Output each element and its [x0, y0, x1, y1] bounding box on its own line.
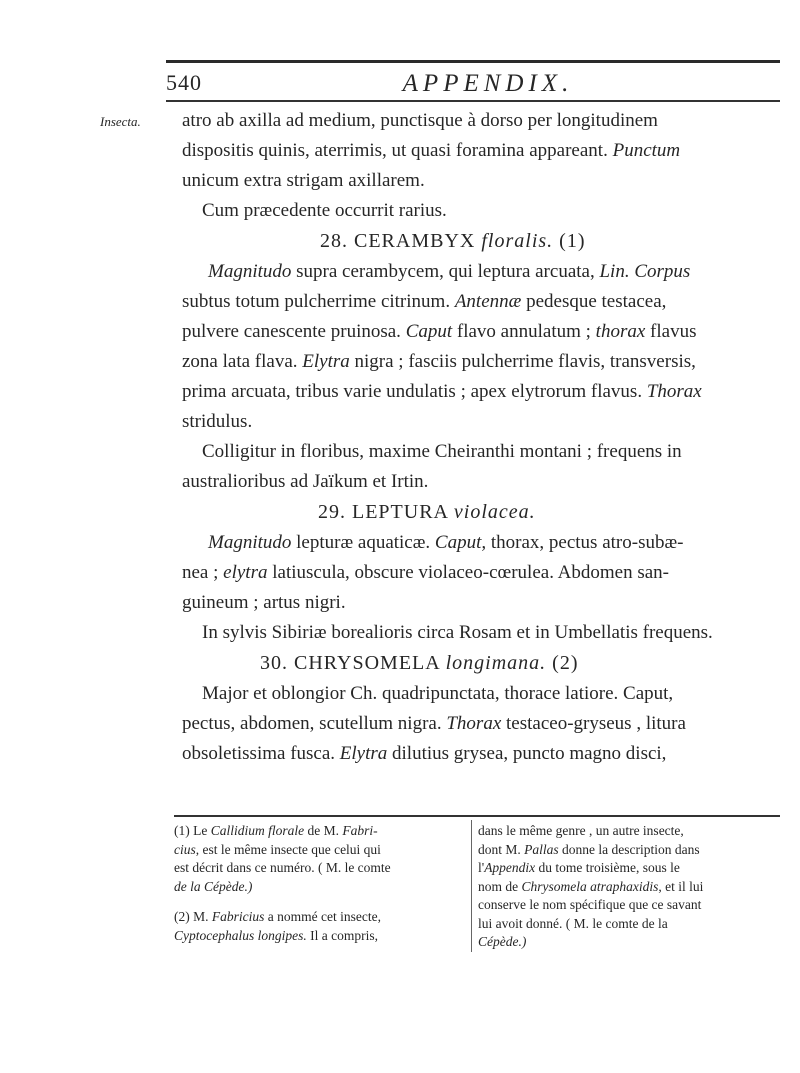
margin-note: Insecta. — [100, 114, 141, 129]
text-line: atro ab axilla ad medium, punctisque à dorso per longitudinem — [182, 110, 658, 131]
page-header — [166, 70, 780, 100]
footnote-line: lui avoit donné. ( M. le comte de la — [478, 915, 668, 931]
footnote-line: nom de Chrysomela atraphaxidis, et il lui — [478, 878, 704, 894]
text-line: subtus totum pulcherrime citrinum. Antennæ pedesque testacea, — [182, 291, 667, 312]
footnote-line: cius, est le même insecte que celui qui — [174, 841, 381, 857]
footnote-rule — [174, 815, 780, 817]
text-line: prima arcuata, tribus varie undulatis ; apex elytrorum flavus. Thorax — [182, 381, 702, 402]
text-line: guineum ; artus nigri. — [182, 592, 346, 613]
text-line: australioribus ad Jaïkum et Irtin. — [182, 471, 429, 492]
footnote-line: (2) M. Fabricius a nommé cet insecte, — [174, 909, 381, 924]
text-line: pulvere canescente pruinosa. Caput flavo annulatum ; thorax flavus — [182, 321, 697, 342]
text-line: Magnitudo lepturæ aquaticæ. Caput, thorax, pectus atro-subæ- — [208, 532, 684, 553]
text-line: nea ; elytra latiuscula, obscure violaceo-cœrulea. Abdomen san- — [182, 562, 669, 583]
text-line: Cum præcedente occurrit rarius. — [202, 200, 447, 221]
entry-heading-28: 28. CERAMBYX floralis. (1) — [320, 230, 586, 252]
running-title: APPENDIX. — [402, 70, 574, 97]
footnotes-left-column — [174, 822, 466, 945]
footnote-line: de la Cépède.) — [174, 878, 253, 894]
text-line: Colligitur in floribus, maxime Cheiranthi montani ; frequens in — [202, 441, 682, 462]
entry-heading-30: 30. CHRYSOMELA longimana. (2) — [260, 652, 579, 674]
text-line: zona lata flava. Elytra nigra ; fasciis pulcherrime flavis, transversis, — [182, 351, 696, 372]
footnote-line: l'Appendix du tome troisième, sous le — [478, 860, 680, 875]
text-line: In sylvis Sibiriæ borealioris circa Rosam et in Umbellatis frequens. — [202, 622, 713, 643]
footnote-line: est décrit dans ce numéro. ( M. le comte — [174, 860, 391, 875]
footnote-line: Cyptocephalus longipes. Il a compris, — [174, 927, 378, 943]
footnote-column-divider — [471, 820, 472, 952]
header-bottom-rule — [166, 100, 780, 102]
main-text — [182, 106, 780, 769]
text-line: Major et oblongior Ch. quadripunctata, thorace latiore. Caput, — [202, 683, 674, 704]
footnote-line: dans le même genre , un autre insecte, — [478, 823, 684, 838]
footnotes-right-column — [478, 822, 778, 952]
text-line: unicum extra strigam axillarem. — [182, 170, 425, 191]
footnote-line: (1) Le Callidium florale de M. Fabri- — [174, 823, 378, 838]
text-line: pectus, abdomen, scutellum nigra. Thorax testaceo-gryseus , litura — [182, 713, 686, 734]
text-line: stridulus. — [182, 411, 253, 432]
footnote-line: conserve le nom spécifique que ce savant — [478, 897, 702, 912]
text-line: Magnitudo supra cerambycem, qui leptura arcuata, Lin. Corpus — [208, 261, 691, 282]
footnote-line: Cépède.) — [478, 934, 527, 949]
header-top-rule — [166, 60, 780, 63]
entry-heading-29: 29. LEPTURA violacea. — [318, 501, 536, 523]
text-line: obsoletissima fusca. Elytra dilutius grysea, puncto magno disci, — [182, 743, 667, 764]
page-number: 540 — [166, 70, 202, 95]
text-line: dispositis quinis, aterrimis, ut quasi foramina appareant. Punctum — [182, 140, 681, 161]
footnote-line: dont M. Pallas donne la description dans — [478, 841, 700, 857]
